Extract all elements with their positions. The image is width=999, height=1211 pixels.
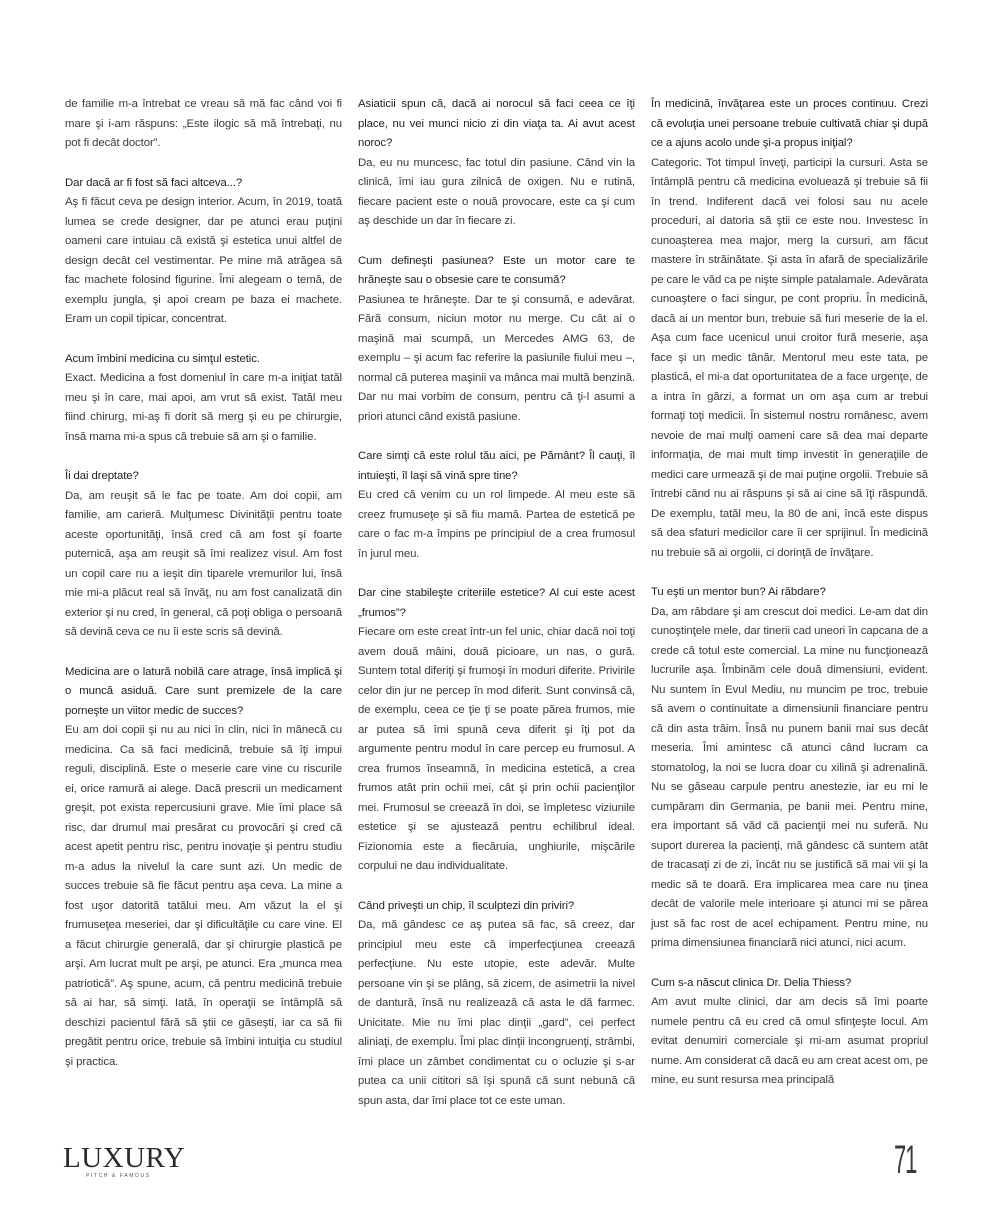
interview-question: Cum defineşti pasiunea? Este un motor care te hrăneşte sau o obsesie care te consumă?	[358, 254, 635, 286]
interview-answer: Pasiunea te hrăneşte. Dar te şi consumă, e adevărat. Fără consum, niciun motor nu merge. Cu cât ai o maşină mai scumpă, un Mercedes AMG 63, de exemplu – şi acum fac referire la pasiunile fiului meu –, normal că puterea maşinii va mânca mai multă benzină. Dar nu mai vorbim de consum, pentru că ţi-l asumi a priori atunci când există pasiune.	[358, 293, 635, 423]
interview-answer: Da, am reuşit să le fac pe toate. Am doi copii, am familie, am carieră. Mulţumesc Divinităţii pentru toate aceste oportunităţi, însă cred că am fost şi foarte puternică, aşa am reuşit să îmi realizez visul. Am fost un copil care nu a ieşit din tiparele vremurilor lui, însă mie mi-a plăcut real să învăţ, nu am fost canalizată din exterior şi nu cred, în general, că poţi obliga o persoană să devină ceva ce nu îi este scris să devină.	[65, 489, 342, 638]
interview-question: Dar cine stabileşte criteriile estetice? Al cui este acest „frumos”?	[358, 587, 635, 619]
interview-question: Îi dai dreptate?	[65, 470, 139, 482]
interview-question: Asiaticii spun că, dacă ai norocul să faci ceea ce îţi place, nu vei munci nicio zi din viaţa ta. Ai avut acest noroc?	[358, 98, 635, 149]
interview-question: Care simţi că este rolul tău aici, pe Pământ? Îl cauţi, îl intuieşti, îl laşi să vină spre tine?	[358, 450, 635, 482]
magazine-tagline: PITCH & FAMOUS	[86, 1173, 151, 1179]
interview-answer: de familie m-a întrebat ce vreau să mă fac când voi fi mare şi i-am răspuns: „Este ilogic să mă întrebaţi, nu pot fi decât doctor”.	[65, 98, 342, 149]
column-left	[65, 95, 342, 1072]
interview-answer: Eu cred că venim cu un rol limpede. Al meu este să creez frumuseţe şi să fiu mamă. Partea de estetică pe care o fac m-a împins pe principiul de a crea frumosul în jurul meu.	[358, 489, 635, 560]
interview-answer: Aş fi făcut ceva pe design interior. Acum, în 2019, toată lumea se crede designer, dar pe atunci erau puţini oameni care intuiau că există şi estetica unui altfel de design decât cel vestimentar. Pe mine mă atrăgea să fac machete folosind figurine. Îmi alegeam o temă, de exemplu jungla, şi apoi cream pe baza ei machete. Eram un copil tipicar, concentrat.	[65, 196, 342, 325]
interview-answer: Categoric. Tot timpul înveţi, participi la cursuri. Asta se întâmplă pentru că medicina evoluează şi trebuie să fii în trend. Indiferent dacă vei folosi sau nu acele proceduri, ai datoria să ştii ce este nou. Investesc în cunoaşterea mea major, merg la cursuri, am făcut mastere în străinătate. Şi asta în afară de specializările pe care le văd ca pe nişte simple patalamale. Adevărata cunoaştere o faci singur, pe cont propriu. În medicină, dacă ai un mentor bun, trebuie să furi meserie de la el. Aşa cum face ucenicul unui croitor fură meserie, aşa face şi un medic tânăr. Mentorul meu este tata, pe plastică, el mi-a dat oportunitatea de a face urgenţe, de a intra în gărzi, a format un om aşa cum ar trebui formaţi toţi medicii. În sistemul nostru românesc, avem nevoie de mai mulţi oameni care să dea mai departe informaţia, de mai mult timp investit în generaţiile de medici care urmează şi de mai puţine orgolii. Trebuie să întrebi când nu ai răspuns şi să ai cine să îţi răspundă. De exemplu, tatăl meu, la 80 de ani, încă este dispus să dea sfaturi medicilor care îi cer sprijinul. În medicină nu trebuie să ai orgolii, ci dorinţă de învăţare.	[651, 156, 928, 559]
interview-answer: Fiecare om este creat într-un fel unic, chiar dacă noi toţi avem două mâini, două picioare, un nas, o gură. Suntem total diferiţi şi frumoşi în moduri diferite. Privirile celor din jur ne percep în mod diferit. Sunt convinsă că, de exemplu, ceea ce ţie ţi se poate părea frumos, mie ar putea să îmi spună ceva diferit şi îţi pot da argumente pentru modul în care percep eu frumosul. A crea frumos înseamnă, în medicina estetică, a crea frumos atât prin ochii mei, cât şi prin ochii pacienţilor mei. Frumosul se creează în doi, se împletesc viziunile estetice şi se ajustează pentru echilibrul ideal. Fizionomia este a fiecăruia, unghiurile, mişcările corpului ne dau individualitate.	[358, 626, 635, 872]
interview-answer: Da, mă gândesc ce aş putea să fac, să creez, dar principiul meu este că imperfecţiunea creează perfecţiune. Nu este utopie, este adevăr. Multe persoane vin şi se plâng, să zicem, de asimetrii la nivel de dantură, însă nu realizează că asta le dă farmec. Unicitate. Mie nu îmi plac dinţii „gard”, cei perfect aliniaţi, de exemplu. Îmi plac dinţii incongruenţi, strâmbi, îmi place un zâmbet condimentat cu o ocluzie şi s-ar putea ca unii cititori să îşi spună că sunt nebună că spun asta, dar îmi place tot ce este uman.	[358, 919, 635, 1107]
interview-question: Tu eşti un mentor bun? Ai răbdare?	[651, 586, 826, 598]
interview-question: Medicina are o latură nobilă care atrage, însă implică şi o muncă asiduă. Care sunt premizele de la care porneşte un viitor medic de succes?	[65, 665, 342, 717]
interview-answer: Exact. Medicina a fost domeniul în care m-a iniţiat tatăl meu şi în care, mai apoi, am vrut să exist. Tatăl meu fiind chirurg, mi-aş fi dorit să merg şi eu pe chirurgie, însă mama mi-a spus că trebuie să am şi o familie.	[65, 372, 342, 443]
interview-answer: Eu am doi copii şi nu au nici în clin, nici în mânecă cu medicina. Ca să faci medicină, trebuie să îţi impui reguli, disciplină. Este o meserie care vine cu riscurile ei, orice ramură ai alege. Dacă prescrii un medicament greşit, pot exista repercusiuni grave. Mie îmi place să risc, dar drumul mai presărat cu provocări şi cred că acest apetit pentru risc, pentru inovaţie şi pentru studiu m-a adus la nivelul la care sunt azi. Un medic de succes trebuie să fie făcut pentru aşa ceva. La mine a fost uşor datorită tatălui meu. Am văzut la el şi frumuseţea meseriei, dar şi dificultăţile cu care vine. El a făcut chirurgie generală, dar şi chirurgie plastică pe arşi. Am lucrat mult pe arşi, pe atunci. Era „munca mea patriotică”. Aş spune, acum, că pentru medicină trebuie să ai har, să simţi. Iată, în operaţii se întâmplă să deschizi pacientul fără să ştii ce găseşti, iar ca să fii pregătit pentru orice, trebuie să îmbini intuiţia cu studiul şi practica.	[65, 724, 342, 1068]
magazine-logo: LUXURY	[63, 1142, 186, 1174]
page-number: 71	[894, 1138, 917, 1182]
interview-question: Acum îmbini medicina cu simţul estetic.	[65, 352, 260, 365]
interview-question: Când priveşti un chip, îl sculptezi din priviri?	[358, 899, 575, 912]
interview-question: Cum s-a născut clinica Dr. Delia Thiess?	[651, 976, 852, 989]
interview-question: Dar dacă ar fi fost să faci altceva...?	[65, 176, 243, 189]
interview-answer: Da, eu nu muncesc, fac totul din pasiune. Când vin la clinică, îmi iau gura zilnică de oxigen. Nu e rutină, fiecare pacient este o nouă provocare, este ca şi cum aş deschide un dar în fiecare zi.	[358, 156, 635, 227]
column-middle	[358, 95, 635, 1111]
interview-answer: Am avut multe clinici, dar am decis să îmi poarte numele pentru că eu cred că omul sfinţeşte locul. Am evitat denumiri comerciale şi mi-am asumat propriul nume. Am considerat că dacă eu am creat acest om, pe mine, eu sunt resursa mea principală	[651, 996, 928, 1086]
interview-answer: Da, am răbdare şi am crescut doi medici. Le-am dat din cunoştinţele mele, dar tinerii cad uneori în capcana de a crede că totul este comercial. La mine nu funcţionează lucrurile aşa. Îmbinăm cele două dimensiuni, evident. Nu suntem în Evul Mediu, nu muncim pe troc, trebuie să avem o continuitate a dimensiunii financiare pentru că din asta trăim. Însă nu punem banii mai sus decât meseria. Îmi amintesc că atunci când lucram ca stomatolog, la noi se lucra doar cu xilină şi adrenalină. Nu se găseau carpule pentru anestezie, iar eu mi le cumpăram din Germania, pe banii mei. Pentru mine, era important să văd că pacienţii mei nu suferă. Nu suport durerea la pacienţi, mă gândesc că suntem atât de tracasaţi zi de zi, încât nu se justifică să mai vii şi la medic să te doară. Era implicarea mea care nu ţinea decât de valorile mele interioare şi atunci mi se părea just să fac rost de acel echipament. Pentru mine, nu prima dimensiunea financiară nici atunci, nici acum.	[651, 605, 928, 949]
interview-question: În medicină, învăţarea este un proces continuu. Crezi că evoluţia unei persoane trebuie cultivată chiar şi după ce a ajuns acolo unde şi-a propus iniţial?	[651, 98, 928, 149]
column-right	[651, 95, 928, 1091]
